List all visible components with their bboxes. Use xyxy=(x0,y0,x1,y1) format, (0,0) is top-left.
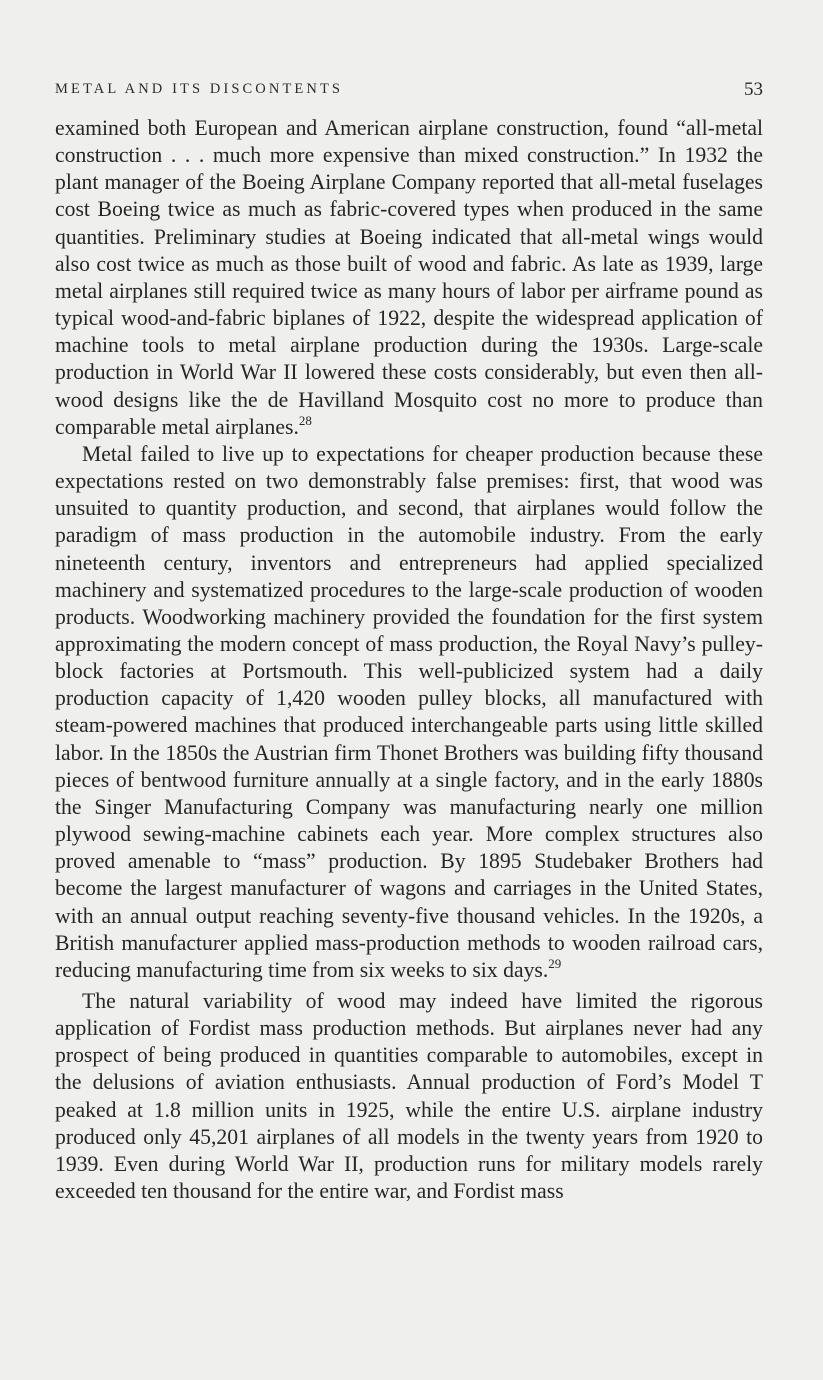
paragraph-2 xyxy=(55,441,763,984)
running-head xyxy=(55,79,763,103)
body-text xyxy=(55,115,763,1205)
running-title: METAL AND ITS DISCONTENTS xyxy=(55,81,344,97)
paragraph-1-text: examined both European and American airplane construction, found “all-metal construction . . . much more expensive than mixed construction.” In 1932 the plant manager of the Boeing Airplane Company reported that all-metal fuselages cost Boeing twice as much as fabric-covered types when produced in the same quantities. Preliminary studies at Boeing indicated that all-metal wings would also cost twice as much as those built of wood and fabric. As late as 1939, large metal airplanes still required twice as many hours of labor per airframe pound as typical wood-and-fabric biplanes of 1922, despite the widespread application of machine tools to metal airplane production during the 1930s. Large-scale production in World War II lowered these costs considerably, but even then all-wood designs like the de Havilland Mosquito cost no more to produce than comparable metal airplanes. xyxy=(55,116,763,439)
paragraph-3-text: The natural variability of wood may indeed have limited the rigorous application of Fordist mass production methods. But airplanes never had any prospect of being produced in quantities comparable to automobiles, except in the delusions of aviation enthusiasts. Annual production of Ford’s Model T peaked at 1.8 million units in 1925, while the entire U.S. airplane industry produced only 45,201 airplanes of all models in the twenty years from 1920 to 1939. Even during World War II, production runs for military models rarely exceeded ten thousand for the entire war, and Fordist mass xyxy=(55,989,763,1204)
page-number: 53 xyxy=(744,79,763,100)
paragraph-3 xyxy=(55,988,763,1205)
footnote-ref-29[interactable]: 29 xyxy=(548,955,562,971)
footnote-ref-28[interactable]: 28 xyxy=(298,412,312,428)
paragraph-2-text: Metal failed to live up to expectations for cheaper production because these expectations rested on two demonstrably false premises: first, that wood was unsuited to quantity production, and second, that airplanes would follow the paradigm of mass production in the automobile industry. From the early nineteenth century, inventors and entrepreneurs had applied specialized machinery and systematized procedures to the large-scale production of wooden products. Woodworking machinery provided the foundation for the first system approximating the modern concept of mass production, the Royal Navy’s pulley-block factories at Portsmouth. This well-publicized system had a daily production capacity of 1,420 wooden pulley blocks, all manufactured with steam-powered machines that produced interchangeable parts using little skilled labor. In the 1850s the Austrian firm Thonet Brothers was building fifty thousand pieces of bentwood furniture annually at a single factory, and in the early 1880s the Singer Manufacturing Company was manufacturing nearly one million plywood sewing-machine cabinets each year. More complex structures also proved amenable to “mass” production. By 1895 Studebaker Brothers had become the largest manufacturer of wagons and carriages in the United States, with an annual output reaching seventy-five thousand vehicles. In the 1920s, a British manufacturer applied mass-production methods to wooden railroad cars, reducing manufacturing time from six weeks to six days. xyxy=(55,441,763,982)
paragraph-1 xyxy=(55,115,763,441)
